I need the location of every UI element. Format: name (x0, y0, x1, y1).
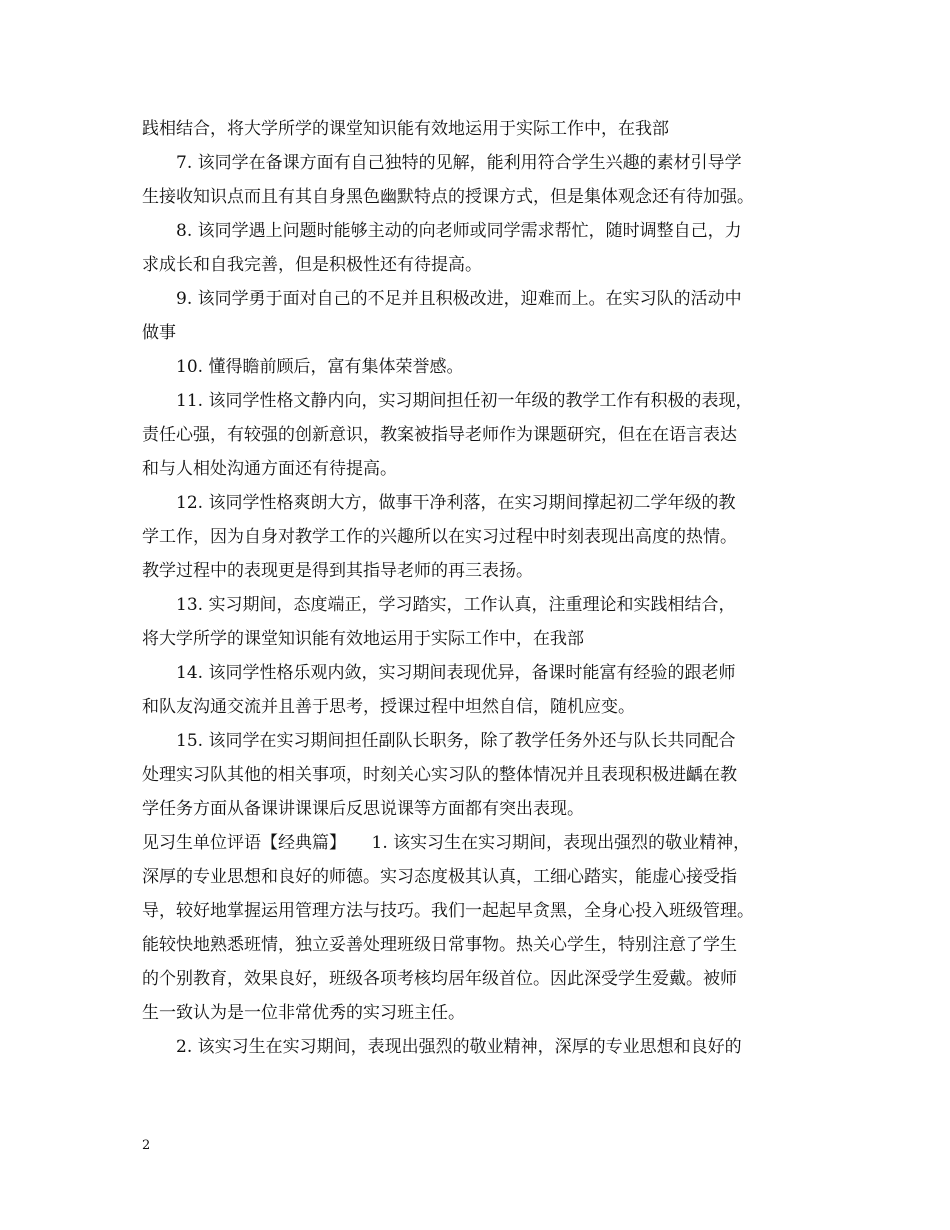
text-line: 7. 该同学在备课方面有自己独特的见解，能利用符合学生兴趣的素材引导学 (176, 153, 742, 173)
text-line: 求成长和自我完善，但是积极性还有待提高。 (142, 255, 482, 275)
text-line: 10. 懂得瞻前顾后，富有集体荣誉感。 (176, 357, 464, 377)
text-line: 学工作，因为自身对教学工作的兴趣所以在实习过程中时刻表现出高度的热情。 (142, 527, 737, 547)
text-line: 践相结合，将大学所学的课堂知识能有效地运用于实际工作中，在我部 (142, 119, 669, 139)
text-line: 8. 该同学遇上问题时能够主动的向老师或同学需求帮忙，随时调整自己，力 (176, 221, 742, 241)
text-line: 做事 (142, 323, 176, 343)
text-line: 15. 该同学在实习期间担任副队长职务，除了教学任务外还与队长共同配合 (176, 731, 736, 751)
text-line: 14. 该同学性格乐观内敛，实习期间表现优异，备课时能富有经验的跟老师 (176, 663, 736, 683)
text-line: 13. 实习期间，态度端正，学习踏实，工作认真，注重理论和实践相结合， (176, 595, 736, 615)
text-line: 生接收知识点而且有其自身黑色幽默特点的授课方式，但是集体观念还有待加强。 (142, 187, 754, 207)
text-line: 11. 该同学性格文静内向，实习期间担任初一年级的教学工作有积极的表现， (176, 391, 753, 411)
text-line: 处理实习队其他的相关事项，时刻关心实习队的整体情况并且表现积极进齲在教 (142, 765, 737, 785)
text-line: 2. 该实习生在实习期间，表现出强烈的敬业精神，深厚的专业思想和良好的 (176, 1037, 742, 1057)
text-line: 和队友沟通交流并且善于思考，授课过程中坦然自信，随机应变。 (142, 697, 635, 717)
text-line: 和与人相处沟通方面还有待提高。 (142, 459, 397, 479)
text-line: 能较快地熟悉班情，独立妥善处理班级日常事物。热关心学生，特别注意了学生 (142, 935, 737, 955)
text-line: 导，较好地掌握运用管理方法与技巧。我们一起起早贪黑，全身心投入班级管理。 (142, 901, 754, 921)
text-line: 见习生单位评语【经典篇】 1. 该实习生在实习期间，表现出强烈的敬业精神， (142, 833, 751, 853)
text-line: 生一致认为是一位非常优秀的实习班主任。 (142, 1003, 465, 1023)
text-line: 9. 该同学勇于面对自己的不足并且积极改进，迎难而上。在实习队的活动中 (176, 289, 742, 309)
text-line: 12. 该同学性格爽朗大方，做事干净利落，在实习期间撑起初二学年级的教 (176, 493, 736, 513)
text-line: 深厚的专业思想和良好的师德。实习态度极其认真，工细心踏实，能虚心接受指 (142, 867, 737, 887)
page-number: 2 (142, 1138, 151, 1153)
text-line: 学任务方面从备课讲课课后反思说课等方面都有突出表现。 (142, 799, 584, 819)
text-line: 的个别教育，效果良好，班级各项考核均居年级首位。因此深受学生爱戴。被师 (142, 969, 737, 989)
text-line: 责任心强，有较强的创新意识，教案被指导老师作为课题研究，但在在语言表达 (142, 425, 737, 445)
text-line: 教学过程中的表现更是得到其指导老师的再三表扬。 (142, 561, 533, 581)
text-line: 将大学所学的课堂知识能有效地运用于实际工作中，在我部 (142, 629, 584, 649)
